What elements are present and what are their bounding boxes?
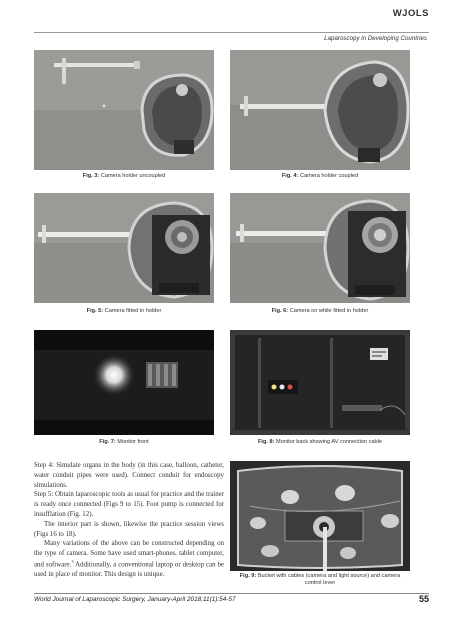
page-number: 55 bbox=[418, 594, 429, 604]
figure-8-caption: Fig. 8: Monitor back showing AV connection cable bbox=[258, 439, 382, 445]
running-title: Laparoscopy in Developing Countries bbox=[324, 35, 427, 42]
paragraph-variations: Many variations of the above can be constructed depending on the type of camera. Some have used smart-phones, tablet computer, and software.$^3$ Additionally, a conventional laptop or desktop can be used in place of monitor. This design is unique. bbox=[34, 540, 224, 579]
figure-6-caption: Fig. 6: Camera on while fitted in holder bbox=[271, 308, 369, 314]
header-rule bbox=[34, 32, 429, 33]
figure-4-caption: Fig. 4: Camera holder coupled bbox=[281, 173, 359, 179]
figure-8-photo bbox=[230, 330, 410, 435]
figure-3-caption: Fig. 3: Camera holder uncoupled bbox=[82, 173, 166, 179]
figure-5-photo bbox=[34, 193, 214, 303]
figure-5-caption: Fig. 5: Camera fitted in holder bbox=[86, 308, 162, 314]
paragraph-step-4: Step 4: Simulate organs in the body (in this case, balloon, catheter, water conduit pipes were used). Connect conduit for endoscopy simulations. bbox=[34, 462, 224, 489]
figure-3-photo bbox=[34, 50, 214, 170]
figure-7-photo bbox=[34, 330, 214, 435]
journal-abbreviation: WJOLS bbox=[392, 8, 429, 19]
figure-4-photo bbox=[230, 50, 410, 170]
paragraph-interior: The interior part is shown, likewise the practice session views (Figs 16 to 18). bbox=[34, 520, 224, 538]
figure-6-photo bbox=[230, 193, 410, 303]
footer-rule bbox=[34, 593, 429, 594]
reference-marker: 3 bbox=[71, 558, 74, 564]
figure-9-photo bbox=[230, 461, 410, 571]
paragraph-step-5: Step 5: Obtain laparoscopic tools as usual for practice and the trainer is ready once connected (Figs 9 to 15). Foot pump is connected for insufflation (Fig. 12). bbox=[34, 491, 225, 518]
figure-9-caption: Fig. 9: Bucket with cables (camera and light source) and camera control lever bbox=[239, 573, 401, 586]
figure-7-caption: Fig. 7: Monitor front bbox=[99, 439, 149, 445]
body-text bbox=[34, 461, 224, 580]
footer-citation: World Journal of Laparoscopic Surgery, January-April 2018;11(1):54-57 bbox=[34, 596, 236, 603]
